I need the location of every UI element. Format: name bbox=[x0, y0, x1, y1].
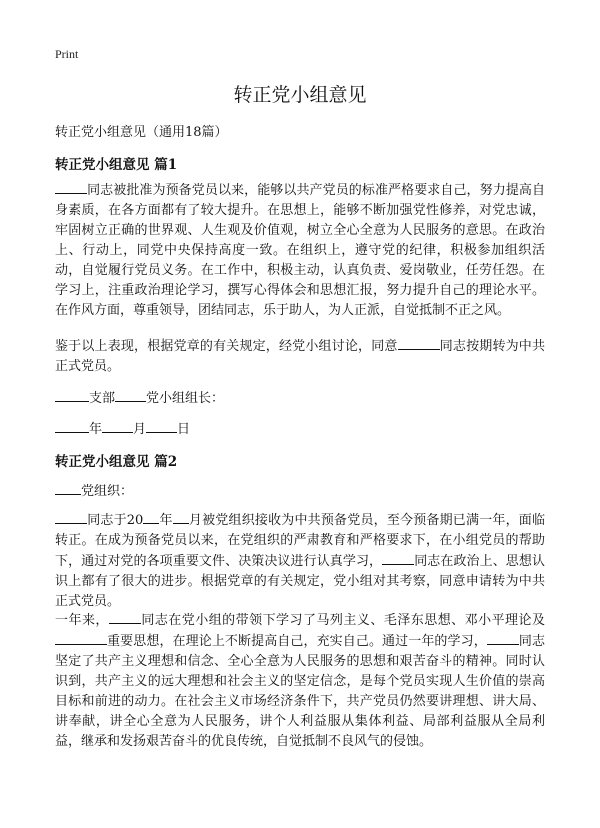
signature-line: 支部 党小组组长： bbox=[55, 387, 224, 406]
org-blank bbox=[55, 481, 81, 495]
date-line: 年 月 日 bbox=[55, 418, 190, 437]
name-blank bbox=[382, 551, 414, 565]
year-blank bbox=[55, 419, 89, 433]
name-blank bbox=[55, 510, 87, 524]
month-blank bbox=[173, 510, 189, 524]
page-title: 转正党小组意见 bbox=[233, 84, 367, 106]
group-blank bbox=[115, 388, 146, 402]
branch-blank bbox=[55, 388, 89, 402]
day-blank bbox=[146, 419, 177, 433]
section-2-heading: 转正党小组意见 篇2 bbox=[55, 454, 178, 470]
name-blank bbox=[55, 180, 87, 194]
theory-blank bbox=[55, 631, 107, 645]
section-1-heading: 转正党小组意见 篇1 bbox=[55, 157, 178, 173]
section-1-paragraph-1: 同志被批准为预备党员以来，能够以共产党员的标准严格要求自己，努力提高自身素质，在各方面都有了较大提升。在思想上，能够不断加强党性修养，对党忠诚，牢固树立正确的世界观、人生观及价值观，树立全心全意为人民服务的意思。在政治上、行动上，同党中央保持高度一致。在组织上，遵守党的纪律，积极参加组织活动，自觉履行党员义务。在工作中，积极主动，认真负责、爱岗敬业，任劳任怨。在学习上，注重政治理论学习，撰写心得体会和思想汇报，努力提升自己的理论水平。在作风方面，尊重领导，团结同志，乐于助人，为人正派，自觉抵制不正之风。 bbox=[55, 180, 545, 321]
month-blank bbox=[102, 419, 133, 433]
print-link[interactable]: Print bbox=[55, 47, 79, 61]
name-blank bbox=[487, 631, 519, 645]
section-1-paragraph-2: 鉴于以上表现，根据党章的有关规定，经党小组讨论，同意 同志按期转为中共正式党员。 bbox=[55, 336, 545, 377]
name-blank bbox=[109, 610, 141, 624]
section-2-paragraph-1: 同志于20 年 月被党组织接收为中共预备党员，至今预备期已满一年，面临转正。在成为预备党员以来，在党组织的严肃教育和严格要求下，在小组党员的帮助下，通过对党的各项重要文件、决策决议进行认真学习， 同志在政治上、思想认识上都有了很大的进步。根据党章的有关规定，党小组对其考察，同意申请转为中共正式党员。 bbox=[55, 510, 545, 612]
year-blank bbox=[143, 510, 159, 524]
document-subtitle: 转正党小组意见（通用18篇） bbox=[55, 125, 228, 140]
salutation: 党组织： bbox=[55, 480, 133, 499]
name-blank bbox=[398, 336, 440, 350]
section-2-paragraph-2: 一年来， 同志在党小组的带领下学习了马列主义、毛泽东思想、邓小平理论及重要思想，在理论上不断提高自己，充实自己。通过一年的学习， 同志坚定了共产主义理想和信念、全心全意为人民服务的思想和艰苦奋斗的精神。同时认识到，共产主义的远大理想和社会主义的坚定信念，是每个党员实现人生价值的崇高目标和前进的动力。在社会主义市场经济条件下，共产党员仍然要讲理想、讲大局、讲奉献，讲全心全意为人民服务，讲个人利益服从集体利益、局部利益服从全局利益，继承和发扬艰苦奋斗的优良传统，自觉抵制不良风气的侵蚀。 bbox=[55, 610, 545, 752]
